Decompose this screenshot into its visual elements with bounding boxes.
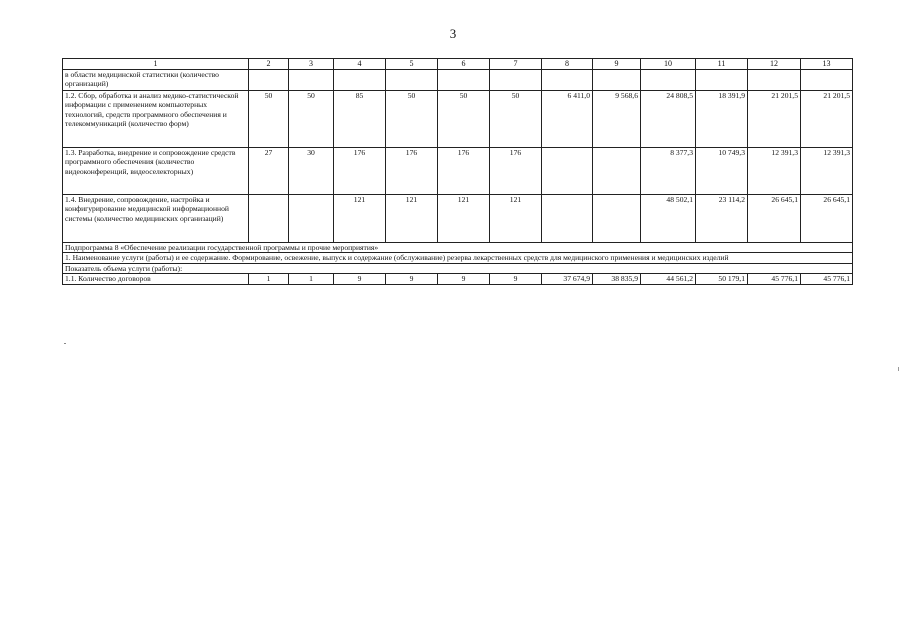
service-name: 1. Наименование услуги (работы) и ее содержание. Формирование, освежение, выпуск и содержание (обслуживание) резерва лекарственных средств для медицинского применения и медицинских изделий [63, 253, 853, 263]
column-header: 12 [748, 59, 801, 70]
table-cell: 45 776,1 [748, 274, 801, 284]
table-cell: 50 [289, 91, 334, 148]
table-cell: 48 502,1 [641, 195, 696, 243]
table-cell: 24 808,5 [641, 91, 696, 148]
row-name: 1.2. Сбор, обработка и анализ медико-статистической информации с применением компьютерных технологий, средств программного обеспечения и телекоммуникаций (количество форм) [63, 91, 249, 148]
table-cell: 6 411,0 [542, 91, 593, 148]
table-cell: 176 [490, 148, 542, 195]
column-header: 1 [63, 59, 249, 70]
scan-edge-mark [898, 367, 899, 371]
row-name: 1.3. Разработка, внедрение и сопровождение средств программного обеспечения (количество видеоконференций, видеоселекторных) [63, 148, 249, 195]
column-header: 4 [334, 59, 386, 70]
indicators-table [62, 58, 853, 285]
table-cell: 44 561,2 [641, 274, 696, 284]
row-name: в области медицинской статистики (количество организаций) [63, 70, 249, 91]
table-cell: 121 [386, 195, 438, 243]
table-cell: 85 [334, 91, 386, 148]
table-cell: 9 [490, 274, 542, 284]
table-cell: 1 [289, 274, 334, 284]
table-cell [249, 70, 289, 91]
table-cell: 12 391,3 [801, 148, 853, 195]
table-cell [801, 70, 853, 91]
table-cell: 37 674,9 [542, 274, 593, 284]
table-cell: 21 201,5 [748, 91, 801, 148]
table-cell: 18 391,9 [696, 91, 748, 148]
table-cell: 9 [386, 274, 438, 284]
table-cell: 176 [438, 148, 490, 195]
table-cell: 21 201,5 [801, 91, 853, 148]
table-cell: 26 645,1 [801, 195, 853, 243]
table-cell: 10 749,3 [696, 148, 748, 195]
column-header: 5 [386, 59, 438, 70]
column-header: 3 [289, 59, 334, 70]
table-cell: 38 835,9 [593, 274, 641, 284]
table-cell [748, 70, 801, 91]
table-cell [249, 195, 289, 243]
table-cell [641, 70, 696, 91]
table-cell: 121 [490, 195, 542, 243]
column-header: 10 [641, 59, 696, 70]
column-header: 9 [593, 59, 641, 70]
table-cell: 50 [249, 91, 289, 148]
subprogram-title: Подпрограмма 8 «Обеспечение реализации государственной программы и прочие мероприятия» [63, 243, 853, 253]
column-header: 6 [438, 59, 490, 70]
table-cell: 1 [249, 274, 289, 284]
table-cell [289, 195, 334, 243]
table-cell [593, 195, 641, 243]
table-cell: 23 114,2 [696, 195, 748, 243]
column-header: 7 [490, 59, 542, 70]
table-row [63, 195, 853, 243]
table-cell: 121 [438, 195, 490, 243]
table-row [63, 253, 853, 263]
table-cell: 8 377,3 [641, 148, 696, 195]
table-cell [334, 70, 386, 91]
table-row [63, 91, 853, 148]
row-name: 1.1. Количество договоров [63, 274, 249, 284]
table-cell [593, 70, 641, 91]
table-cell: 50 [490, 91, 542, 148]
table-cell [696, 70, 748, 91]
scan-speck [64, 343, 66, 344]
page-number: 3 [449, 26, 457, 41]
table-cell: 121 [334, 195, 386, 243]
table-cell: 45 776,1 [801, 274, 853, 284]
table-cell: 12 391,3 [748, 148, 801, 195]
table-cell: 176 [386, 148, 438, 195]
table-cell: 50 [438, 91, 490, 148]
header-row [63, 59, 853, 70]
table-cell [438, 70, 490, 91]
table-cell: 30 [289, 148, 334, 195]
table-row [63, 148, 853, 195]
column-header: 11 [696, 59, 748, 70]
table-row [63, 274, 853, 284]
table-cell: 9 [438, 274, 490, 284]
table-cell [490, 70, 542, 91]
column-header: 8 [542, 59, 593, 70]
table-cell: 176 [334, 148, 386, 195]
table-cell [542, 148, 593, 195]
table-cell: 26 645,1 [748, 195, 801, 243]
table-cell: 9 568,6 [593, 91, 641, 148]
table-row [63, 243, 853, 253]
table-cell [289, 70, 334, 91]
table-cell [542, 70, 593, 91]
table-cell: 9 [334, 274, 386, 284]
row-name: 1.4. Внедрение, сопровождение, настройка и конфигурирование медицинской информационной системы (количество медицинских организаций) [63, 195, 249, 243]
table-cell: 50 179,1 [696, 274, 748, 284]
table-cell [386, 70, 438, 91]
column-header: 13 [801, 59, 853, 70]
table-row [63, 70, 853, 91]
table-row [63, 263, 853, 273]
column-header: 2 [249, 59, 289, 70]
table-cell [542, 195, 593, 243]
table-cell: 50 [386, 91, 438, 148]
table-cell: 27 [249, 148, 289, 195]
table-cell [593, 148, 641, 195]
indicator-label: Показатель объема услуги (работы): [63, 263, 853, 273]
